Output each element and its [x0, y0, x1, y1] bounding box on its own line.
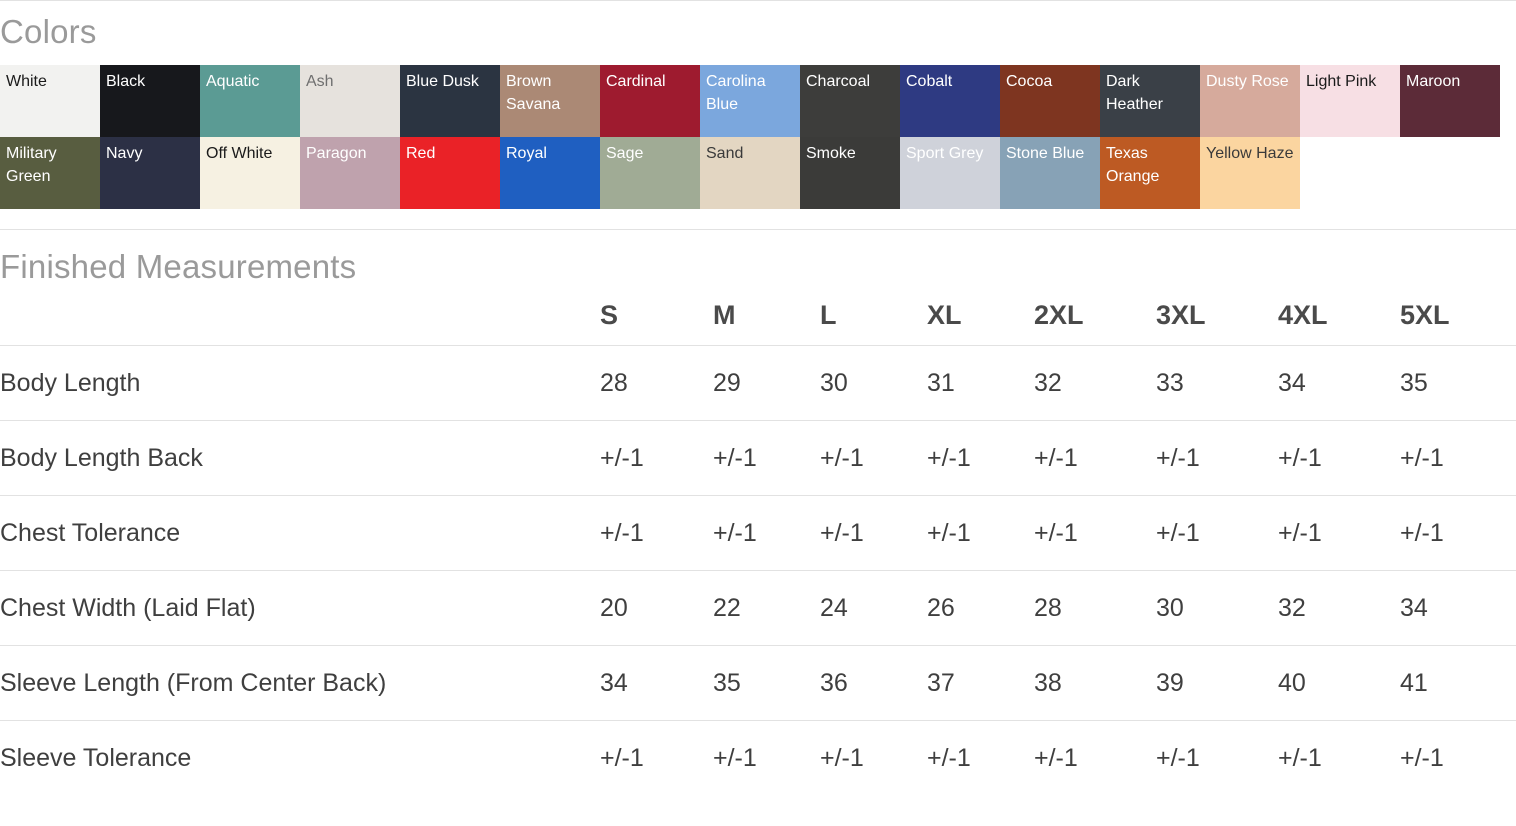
- color-swatch[interactable]: [1200, 65, 1300, 137]
- color-swatch-label: Military Green: [6, 145, 57, 186]
- measurement-value: 35: [1400, 346, 1516, 421]
- measurement-value: +/-1: [820, 721, 927, 796]
- color-swatch-label: Dark Heather: [1106, 73, 1163, 114]
- color-swatch[interactable]: [100, 137, 200, 209]
- color-swatch-label: Sport Grey: [906, 145, 984, 162]
- color-swatch[interactable]: [0, 137, 100, 209]
- measurement-value: 33: [1156, 346, 1278, 421]
- color-swatch[interactable]: [300, 65, 400, 137]
- color-swatch-label: Maroon: [1406, 73, 1461, 90]
- table-row: [0, 571, 1516, 646]
- measurements-section: [0, 230, 1516, 795]
- measurement-value: +/-1: [713, 421, 820, 496]
- measurement-value: 36: [820, 646, 927, 721]
- table-header-size: 3XL: [1156, 300, 1206, 330]
- table-header-size: 5XL: [1400, 300, 1450, 330]
- measurement-value: 40: [1278, 646, 1400, 721]
- color-swatch-label: Off White: [206, 145, 273, 162]
- table-header-label: [0, 300, 600, 346]
- measurement-value: +/-1: [1156, 721, 1278, 796]
- measurement-value: 31: [927, 346, 1034, 421]
- measurement-value: +/-1: [600, 421, 713, 496]
- table-header-size: M: [713, 300, 736, 330]
- color-swatch-label: Royal: [506, 145, 547, 162]
- color-swatch-grid: [0, 65, 1500, 209]
- measurement-label: Chest Width (Laid Flat): [0, 571, 600, 646]
- measurement-value: +/-1: [1278, 496, 1400, 571]
- color-swatch[interactable]: [900, 137, 1000, 209]
- color-swatch-label: Light Pink: [1306, 73, 1377, 90]
- color-swatch[interactable]: [400, 65, 500, 137]
- measurement-value: +/-1: [1156, 421, 1278, 496]
- color-swatch[interactable]: [300, 137, 400, 209]
- measurement-value: 26: [927, 571, 1034, 646]
- measurements-table: [0, 300, 1516, 795]
- color-swatch-label: Texas Orange: [1106, 145, 1160, 186]
- color-swatch-label: Stone Blue: [1006, 145, 1085, 162]
- color-swatch[interactable]: [0, 65, 100, 137]
- measurement-value: 39: [1156, 646, 1278, 721]
- color-swatch-label: Blue Dusk: [406, 73, 479, 90]
- color-swatch-label: Cocoa: [1006, 73, 1053, 90]
- table-row: [0, 421, 1516, 496]
- measurement-value: +/-1: [927, 421, 1034, 496]
- color-swatch-label: Brown Savana: [506, 73, 561, 114]
- measurements-heading: Finished Measurements: [0, 248, 357, 285]
- color-swatch-label: Ash: [306, 73, 334, 90]
- color-swatch[interactable]: [1100, 137, 1200, 209]
- measurement-value: 28: [1034, 571, 1156, 646]
- measurement-value: +/-1: [1278, 421, 1400, 496]
- color-swatch[interactable]: [700, 137, 800, 209]
- measurements-table-head: [0, 300, 1516, 346]
- color-swatch-label: Navy: [106, 145, 143, 162]
- measurement-label: Sleeve Length (From Center Back): [0, 646, 600, 721]
- measurement-value: 30: [1156, 571, 1278, 646]
- measurement-label: Body Length Back: [0, 421, 600, 496]
- color-swatch[interactable]: [800, 137, 900, 209]
- color-swatch-label: Aquatic: [206, 73, 260, 90]
- color-swatch-label: Paragon: [306, 145, 367, 162]
- measurement-value: 37: [927, 646, 1034, 721]
- measurement-value: 32: [1034, 346, 1156, 421]
- measurement-value: 30: [820, 346, 927, 421]
- measurement-value: 34: [1400, 571, 1516, 646]
- table-header-size: S: [600, 300, 619, 330]
- color-swatch-label: Black: [106, 73, 146, 90]
- color-swatch-label: Red: [406, 145, 436, 162]
- measurements-table-body: [0, 346, 1516, 796]
- color-swatch-label: Smoke: [806, 145, 856, 162]
- measurement-value: +/-1: [1034, 421, 1156, 496]
- color-swatch-label: Carolina Blue: [706, 73, 766, 114]
- colors-heading: Colors: [0, 13, 97, 50]
- color-swatch[interactable]: [500, 137, 600, 209]
- measurement-value: +/-1: [1034, 721, 1156, 796]
- color-swatch[interactable]: [700, 65, 800, 137]
- color-swatch[interactable]: [200, 65, 300, 137]
- color-swatch-label: Yellow Haze: [1206, 145, 1294, 162]
- table-header-size: 4XL: [1278, 300, 1328, 330]
- measurement-value: +/-1: [927, 721, 1034, 796]
- color-swatch[interactable]: [1000, 65, 1100, 137]
- color-swatch[interactable]: [600, 137, 700, 209]
- color-swatch[interactable]: [1000, 137, 1100, 209]
- measurement-value: +/-1: [927, 496, 1034, 571]
- measurement-value: 35: [713, 646, 820, 721]
- measurement-value: 34: [1278, 346, 1400, 421]
- measurement-value: +/-1: [1156, 496, 1278, 571]
- colors-section: [0, 1, 1516, 229]
- table-row: [0, 346, 1516, 421]
- color-swatch[interactable]: [500, 65, 600, 137]
- measurement-value: +/-1: [600, 496, 713, 571]
- measurement-value: 24: [820, 571, 927, 646]
- measurement-value: +/-1: [1034, 496, 1156, 571]
- color-swatch[interactable]: [1300, 65, 1400, 137]
- measurement-value: 29: [713, 346, 820, 421]
- table-header-row: [0, 300, 1516, 346]
- color-swatch-label: Dusty Rose: [1206, 73, 1289, 90]
- color-swatch-label: Sand: [706, 145, 744, 162]
- table-row: [0, 646, 1516, 721]
- measurement-value: 41: [1400, 646, 1516, 721]
- measurement-value: +/-1: [713, 496, 820, 571]
- measurement-value: +/-1: [1400, 721, 1516, 796]
- measurement-value: +/-1: [820, 496, 927, 571]
- color-swatch[interactable]: [400, 137, 500, 209]
- color-swatch[interactable]: [200, 137, 300, 209]
- color-swatch[interactable]: [1100, 65, 1200, 137]
- table-header-size: L: [820, 300, 837, 330]
- color-swatch-label: Cobalt: [906, 73, 953, 90]
- color-swatch[interactable]: [600, 65, 700, 137]
- measurement-value: 32: [1278, 571, 1400, 646]
- color-swatch[interactable]: [800, 65, 900, 137]
- measurement-value: +/-1: [1400, 496, 1516, 571]
- color-swatch[interactable]: [1200, 137, 1300, 209]
- measurement-label: Body Length: [0, 346, 600, 421]
- measurement-label: Sleeve Tolerance: [0, 721, 600, 796]
- color-swatch[interactable]: [100, 65, 200, 137]
- color-swatch-label: Cardinal: [606, 73, 666, 90]
- table-row: [0, 496, 1516, 571]
- measurement-value: 20: [600, 571, 713, 646]
- color-swatch[interactable]: [900, 65, 1000, 137]
- table-row: [0, 721, 1516, 796]
- measurement-value: +/-1: [820, 421, 927, 496]
- measurement-value: 34: [600, 646, 713, 721]
- table-header-size: XL: [927, 300, 962, 330]
- color-swatch-label: Sage: [606, 145, 644, 162]
- measurement-value: +/-1: [1278, 721, 1400, 796]
- measurement-value: 38: [1034, 646, 1156, 721]
- color-swatch[interactable]: [1400, 65, 1500, 137]
- measurement-value: +/-1: [1400, 421, 1516, 496]
- table-header-size: 2XL: [1034, 300, 1084, 330]
- color-swatch-label: White: [6, 73, 47, 90]
- measurement-value: +/-1: [600, 721, 713, 796]
- measurement-label: Chest Tolerance: [0, 496, 600, 571]
- color-swatch-label: Charcoal: [806, 73, 871, 90]
- measurement-value: +/-1: [713, 721, 820, 796]
- measurement-value: 28: [600, 346, 713, 421]
- measurement-value: 22: [713, 571, 820, 646]
